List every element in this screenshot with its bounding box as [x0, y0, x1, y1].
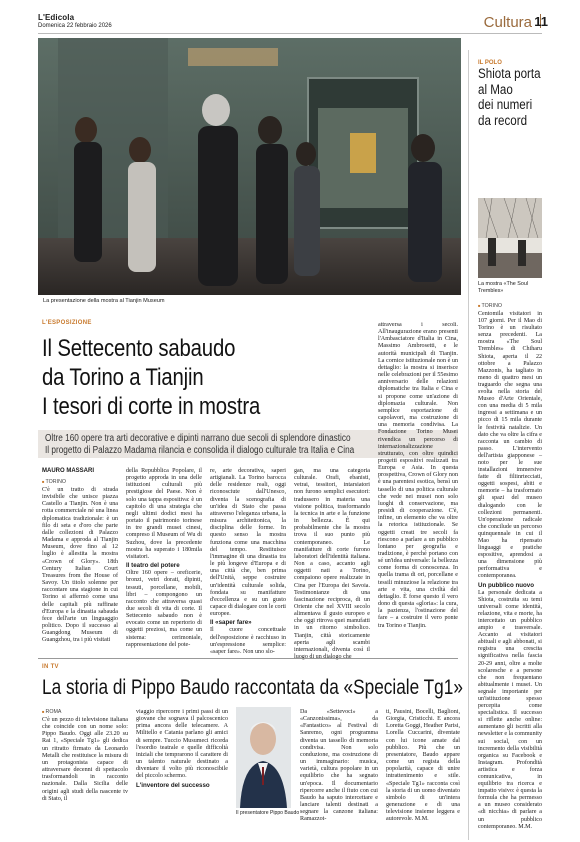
sidebar-headline	[478, 66, 555, 128]
sidebar-kicker: IL POLO	[478, 60, 502, 66]
publication-name: L'Edicola	[38, 13, 75, 22]
subheading: Il teatro del potere	[126, 562, 180, 570]
deck-line: Oltre 160 opere tra arti decorative e dipinti narrano due secoli di splendore dinastico	[45, 433, 351, 444]
sidebar-photo	[478, 198, 542, 278]
bottom-column-2	[136, 709, 228, 790]
bottom-column-4: ti, Pausini, Bocelli, Baglioni, Giorgia, Cristicchi. E ancora Loretta Goggi, Heather Parisi, Lorella Cuccarini, diventate con lui icone amate dal pubblico. Più che un presentatore, Baudo appare come un regista della popolarità, capace di unire intrattenimento e stile. «Speciale Tg1» racconta così la storia di un uomo diventato simbolo di un'intera generazione e di una televisione insieme leggera e autorevole. M.M.	[386, 709, 460, 823]
subheading: Il «saper fare»	[210, 619, 252, 627]
column-text: Il cuore concettuale dell'esposizione è racchiuso in un'espressione semplice: «saper fare». Non uno slo-	[210, 627, 286, 655]
article-column-1	[42, 468, 118, 644]
baudo-photo	[236, 707, 291, 808]
main-photo-caption: La presentazione della mostra al Tianjin Museum	[43, 298, 165, 304]
sidebar-text: La personale dedicata a Shiota, costruita su temi universali come identità, relazione, vita e morte, ha intercettato un pubblico ampio e trasversale. Accanto ai visitatori abituali e agli abbonati, si registra una crescita significativa nella fascia 20-29 anni, oltre a molte scolaresche e a persone che non frequentano abitualmente i musei. Un segnale importante per un'istituzione spesso percepita come specialistica. Il successo si riflette anche online: aumentano gli iscritti alla newsletter e la community sui social, con un incremento della visibilità organica su Facebook e Instagram. Profondità artistica e forza comunicativa, in equilibrio tra ricerca e impatto visivo: è questa la formula che ha permesso a un museo considerato «di nicchia» di parlare a un pubblico contemporaneo. M.M.	[478, 589, 542, 830]
sidebar-rule	[468, 50, 469, 840]
deck-line: Il progetto di Palazzo Madama rilancia e consolida il dialogo culturale tra Italia e Cina	[45, 444, 355, 456]
issue-date: Domenica 22 febbraio 2026	[38, 23, 112, 29]
column-text: Oltre 160 opere – oreficerie, bronzi, vetri dorati, dipinti, tessuti, porcellane, mobili, libri – compongono un racconto che attraversa quasi due secoli di vita di corte. Il Settecento sabaudo non è evocato come un repertorio di oggetti preziosi, ma come un sistema: cerimoniale, rappresentazione del pote-	[126, 570, 202, 648]
column-text: viaggio ripercorre i primi passi di un giovane che sognava il palcoscenico prima ancora delle telecamere. A Militello e Catania parlano gli amici di sempre. Tuccio Musumeci ricorda l'esordio teatrale e quelle difficoltà iniziali che temprarono il carattere di un talento naturale destinato a diventare il volto più riconoscibile del piccolo schermo.	[136, 709, 228, 780]
article-column-5: attraversa i secoli. All'inaugurazione erano presenti l'Ambasciatore d'Italia in Cina, Massimo Ambrosetti, e le autorità municipali di Tianjin. La cornice istituzionale non è un dettaglio: la mostra si inserisce nelle celebrazioni per il 55esimo anniversario delle relazioni diplomatiche tra Italia e Cina e si propone come un'azione di diplomazia culturale. Non semplice esportazione di capolavori, ma costruzione di una memoria condivisa. La Fondazione Torino Musei rivendica un percorso di internazionalizzazione strutturato, con oltre quindici progetti espositivi realizzati tra Europa e Asia. In questa prospettiva, Crown of Glory non è una parentesi esotica, bensì un tassello di una politica culturale che vede nei musei non solo luoghi di conservazione, ma presidi di cooperazione. C'è, infine, un elemento che va oltre la retorica istituzionale. Se oggetti creati tre secoli fa riescono a parlare a un pubblico lontano per geografia e tradizione, è perché portano con sé un'idea universale: la bellezza come forma di conoscenza. In quella trama di ori, porcellane e tessili minuziose la relazione tra arte e vita, una civiltà del dettaglio. È forse questo il vero dono di questa «gloria»: la cura, la pazienza, l'ostinazione del fare – a costruire il vero ponte tra Torino e Tianjin.	[378, 322, 458, 629]
bottom-kicker: IN TV	[42, 664, 59, 670]
article-column-3	[210, 468, 286, 656]
headline-line: Il Settecento sabaudo	[42, 335, 236, 362]
article-column-4: gan, ma una categoria culturale. Orafi, ebanisti, vetrai, tessitori, intarsiatori non furono semplici esecutori: tradussero in materia una visione politica, trasformando la tecnica in arte e la funzione in bellezza. È qui probabilmente che la mostra trova il suo punto più contemporaneo. Le manifatture di corte furono laboratori dell'identità italiana. Non a caso, accanto agli oggetti nati a Torino, compaiono opere realizzate in Cina per l'Europa dei Savoia. Testimonianze di una fascinazione reciproca, di un Oriente che nel XVIII secolo alimentava il gusto europeo e che oggi ritrova quei manufatti in un ritorno simbolico. Tianjin, città storicamente aperta agli scambi internazionali, diventa così il	[294, 468, 370, 653]
dateline: ■ TORINO	[42, 479, 118, 485]
column-text: della Repubblica Popolare, il progetto approda in una delle istituzioni culturali più prestigiose del Paese. Non è solo una tappa espositiva: è un capitolo di una strategia che negli ultimi dodici mesi ha portato il patrimonio torinese in tre grandi musei cinesi, compreso il Museum of Wu di Suzhou, dove la precedente mostra ha superato i 180mila visitatori.	[126, 468, 202, 560]
sidebar-photo-caption: La mostra «The Soul Trembles»	[478, 281, 529, 294]
headline-line: dei numeri	[478, 97, 533, 112]
section-name: Cultura	[483, 14, 532, 31]
bottom-column-3: Da «Settevoci» a «Canzonissima», da «Fantastico» al Festival di Sanremo, ogni programma diventa un tassello di memoria condivisa. Non solo conduzione, ma costruzione di un immaginario: musica, varietà, cultura popolare in un equilibrio che ha segnato un'epoca. Il documentario ripercorre anche il fiuto con cui Baudo ha saputo intercettare e lanciare talenti destinati a segnare la canzone italiana: Ramazzot-	[300, 709, 378, 823]
column-text: re, arte decorativa, saperi artigianali. La Torino barocca delle residenze reali, oggi riconosciute dall'Unesco, diventa la scenografia di un'idea di Stato che passa attraverso l'eleganza urbana, la misura architettonica, la disciplina delle forme. In questo senso la mostra funziona come una macchina del tempo. Restituisce l'immagine di una dinastia tra le più longeve d'Europa e di una città che, ben prima dell'Unità, seppe costruire un'identità culturale solida, fondata su manifatture d'eccellenza e su un gusto capace di dialogare con le corti europee.	[210, 468, 286, 618]
sidebar-body	[478, 303, 542, 831]
dateline: ■ TORINO	[478, 303, 542, 309]
main-photo	[38, 38, 461, 295]
article-kicker: L'ESPOSIZIONE	[42, 320, 92, 326]
headline-line: Shiota porta	[478, 66, 541, 81]
bottom-column-1	[42, 709, 128, 803]
bottom-headline: La storia di Pippo Baudo raccontata da «Speciale Tg1»	[42, 676, 463, 699]
section-rule	[38, 658, 458, 659]
headline-line: da Torino a Tianjin	[42, 364, 204, 391]
article-column-2	[126, 468, 202, 649]
baudo-photo-caption: Il presentatore Pippo Baudo	[236, 810, 300, 816]
column-text: C'è un tratto di strada invisibile che unisce piazza Castello a Tianjin. Non è una rotta commerciale né una linea diplomatica tradizionale: è un filo di seta e d'oro che parte dalle collezioni di Palazzo Madama e approda al Tianjin Museum, dove fino al 12 luglio è allestita la mostra «Crown of Glory». 18th Century Italian Court Treasures from the House of Savoy. Un titolo solenne per raccontare una stagione in cui Torino si affermò come una delle capitali più raffinate d'Europa e la dinastia sabauda fece dell'arte un linguaggio politico. Dopo il successo al Guangdong Museum di Guangzhou, tra i più visitati	[42, 487, 118, 644]
headline-line: da record	[478, 112, 528, 128]
subheading: L'inventore del successo	[136, 781, 210, 789]
header-rule	[38, 33, 542, 34]
page-number: 11	[534, 14, 548, 29]
headline-line: I tesori di corte in mostra	[42, 393, 261, 420]
headline-line: al Mao	[478, 81, 513, 97]
column-text: C'è un pezzo di televisione italiana che coincide con un nome solo: Pippo Baudo. Oggi alle 23.20 su Rai 1, «Speciale Tg1» gli dedica un ritratto firmato da Leonardo Metalli che restituisce la misura di un protagonista capace di attraversare decenni di spettacolo trasformandoli in racconto nazionale. Dalla Sicilia delle origini agli studi della nascente tv di Stato, il	[42, 717, 128, 802]
byline: MAURO MASSARI	[42, 468, 94, 474]
subheading: Un pubblico nuovo	[478, 581, 535, 589]
sidebar-text: Centomila visitatori in 107 giorni. Per il Mao di Torino è un risultato senza precedenti. La mostra «The Soul Trembles» di Chiharu Shiota, aperta il 22 ottobre a Palazzo Mazzonis, ha tagliato in meno di quattro mesi un traguardo che segna una svolta nella storia del Museo d'Arte Orientale, con una media di 5 mila ingressi a settimana e un picco di 15 mila durante le festività natalizie. Un dato che va oltre la cifra e racconta un cambio di passo. L'intervento dell'artista giapponese – noto per le sue installazioni immersive fatte di filiinrtecciati, oggetti sospesi, abiti e memorie – ha trasformato gli spazi del museo dialogando con le collezioni permanenti. Un'operazione radicale che concilude un percorso quinquennale in cui il Mao ha ripensato linguaggi e pratiche espositive, aprendosi a una dimensione più performativa e contemporanea.	[478, 311, 542, 580]
dateline: ■ ROMA	[42, 709, 128, 715]
